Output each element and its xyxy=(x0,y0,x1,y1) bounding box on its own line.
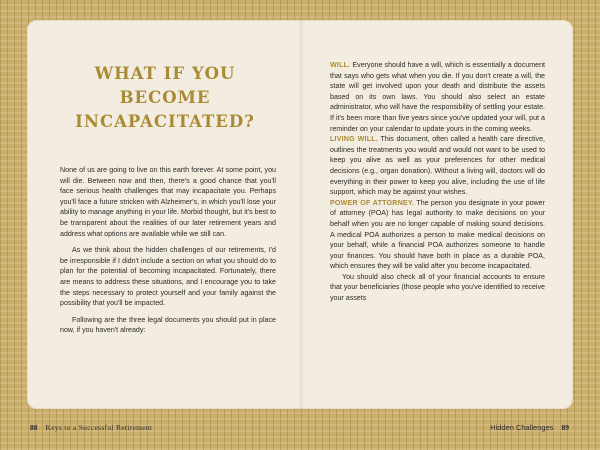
left-page-number: 88 xyxy=(30,423,38,432)
documents-lead-paragraph: Following are the three legal documents you should put in place now, if you haven't already: xyxy=(60,315,276,335)
footer-right xyxy=(490,423,569,432)
title-line-2: BECOME xyxy=(119,88,211,107)
challenges-paragraph: As we think about the hidden challenges of our retirements, I'd be irresponsible if I didn't include a section on what you should do to plan for the potential of becoming incapacitated. Fortunately, there are means to address these situations, and I encourage you to take the steps necessary to protect yourself and your family against the possibility that you'll be impacted. xyxy=(60,246,276,308)
poa-text: The person you designate in your power of attorney (POA) has legal authority to make decisions on your behalf when you are no longer capable of making sound decisions. A medical POA authorizes a person to make medical decisions on your behalf, while a financial POA authorizes someone to handle your finances. You should have both in place as a durable POA, which ensures they will be valid after you become incapacitated. xyxy=(330,198,545,271)
right-page-number: 89 xyxy=(561,423,569,432)
living-will-term: LIVING WILL. xyxy=(330,135,378,144)
page-title xyxy=(55,62,275,134)
right-page-body xyxy=(330,60,545,304)
book-title: Keys to a Successful Retirement xyxy=(45,423,153,432)
will-text: Everyone should have a will, which is essentially a document that says who gets what when you die. If you don't create a will, the state will get involved upon your death and distribute the assets based on its own laws. You should also select an estate administrator, who will have the responsibility of settling your estate. If it's been more than five years since you've updated your will, put a reminder on your calendar to update yours in the coming weeks. xyxy=(330,61,545,133)
intro-paragraph: None of us are going to live on this earth forever. At some point, you will die. Between now and then, there's a good chance that you'll face serious health challenges that may incapacitate you. Perhaps you'll face a future stricken with Alzheimer's, in which you'll lose your ability to manage anything in your life. Morbid thought, but it's best to be transparent about the realities of our later retirement years and address what options are available while we still can. xyxy=(60,166,276,238)
title-line-3: INCAPACITATED? xyxy=(75,112,255,131)
title-line-1: WHAT IF YOU xyxy=(94,64,236,83)
living-will-paragraph xyxy=(330,134,545,198)
living-will-text: This document, often called a health care directive, outlines the treatments you would and would not want to be used to keep you alive as well as your preferences for other medical decisions (e.g., organ donation). Without a living will, doctors will do everything in their power to keep you alive, including the use of life support, which may be against your wishes. xyxy=(330,135,545,197)
poa-term: POWER OF ATTORNEY. xyxy=(330,198,415,207)
book-spine xyxy=(298,20,304,409)
will-term: WILL. xyxy=(330,61,351,69)
closing-paragraph: You should also check all of your financial accounts to ensure that your beneficiaries (those people who you've identified to receive your assets xyxy=(330,272,545,303)
section-title: Hidden Challenges xyxy=(490,423,554,432)
footer-left xyxy=(30,423,152,432)
will-paragraph xyxy=(330,60,545,134)
poa-paragraph xyxy=(330,198,545,272)
left-page-body xyxy=(60,165,276,342)
